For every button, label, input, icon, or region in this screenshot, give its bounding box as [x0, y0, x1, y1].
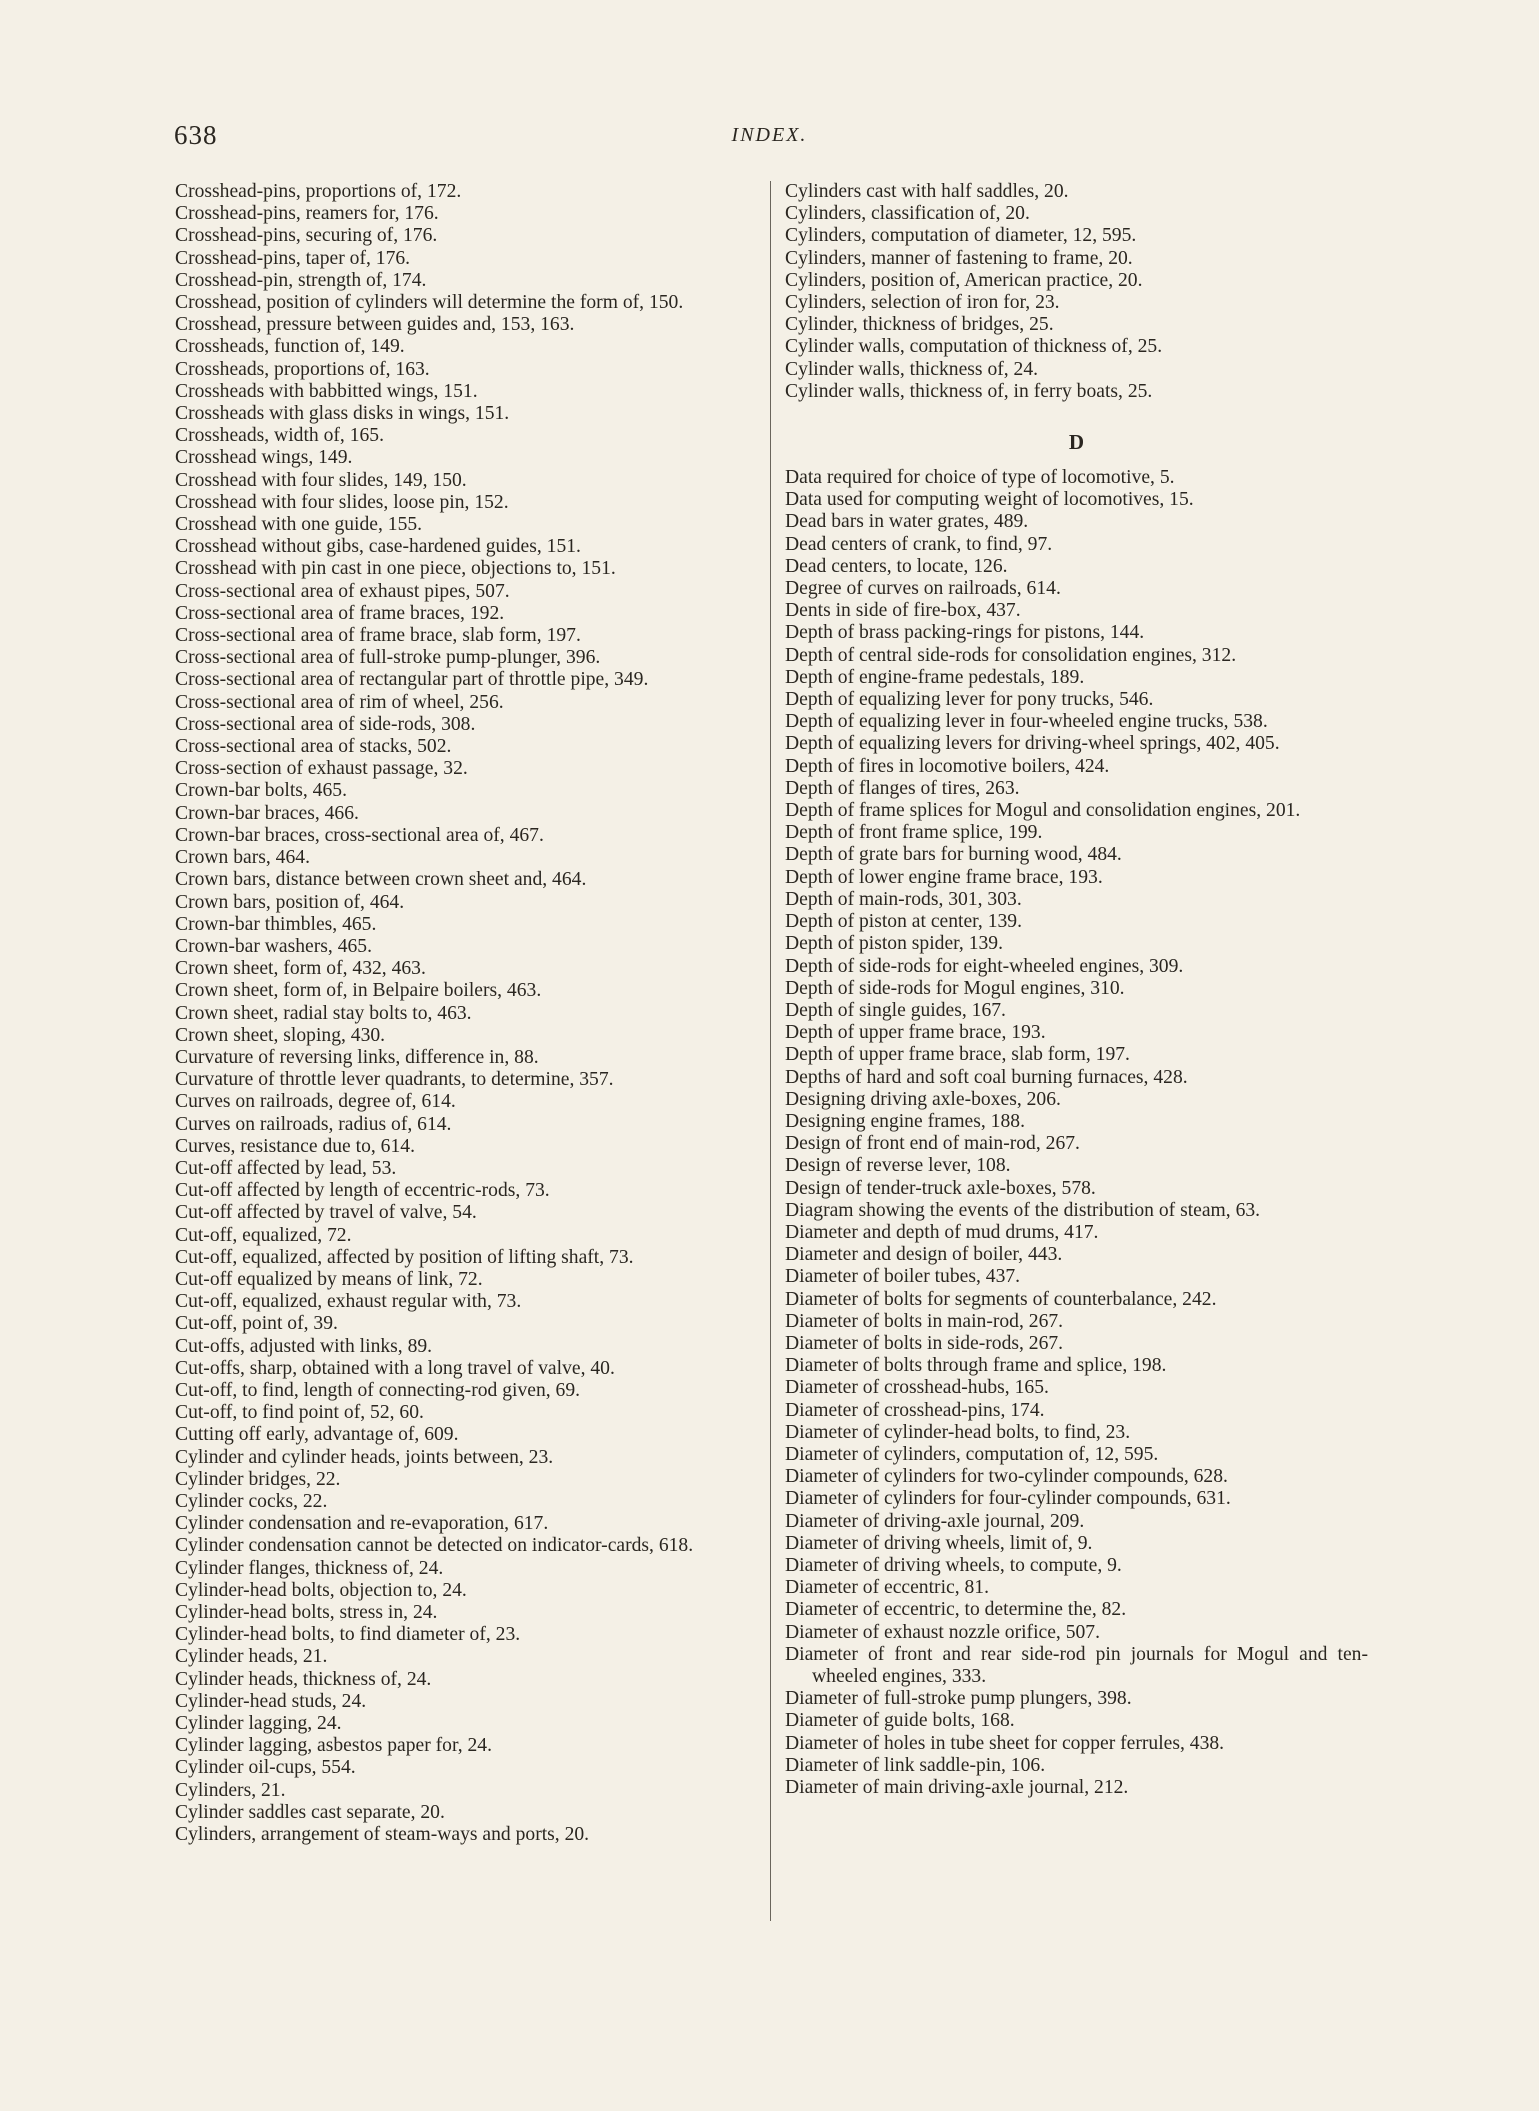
index-entry: Cylinders cast with half saddles, 20. [785, 181, 1069, 202]
index-entry: Diagram showing the events of the distribution of steam, 63. [785, 1199, 1261, 1221]
index-entries-d [785, 467, 1368, 1799]
index-entry: Designing driving axle-boxes, 206. [785, 1088, 1061, 1110]
index-entry: Cylinders, manner of fastening to frame, 20. [785, 247, 1133, 269]
index-entry: Depth of upper frame brace, slab form, 197. [785, 1044, 1130, 1066]
index-entry: Cylinder-head bolts, to find diameter of, 23. [175, 1624, 521, 1646]
index-entry: Diameter of main driving-axle journal, 212. [785, 1777, 1129, 1799]
index-entry: Cylinder-head studs, 24. [175, 1690, 367, 1712]
index-entry: Design of reverse lever, 108. [785, 1155, 1011, 1177]
index-entry: Cylinder bridges, 22. [175, 1468, 341, 1490]
index-entry: Cross-sectional area of rim of wheel, 256. [175, 691, 504, 713]
index-entry: Cylinder, thickness of bridges, 25. [785, 314, 1054, 336]
index-entry: Cylinder and cylinder heads, joints between, 23. [175, 1446, 554, 1468]
index-entry: Crown bars, distance between crown sheet and, 464. [175, 869, 587, 891]
index-entry: Cross-sectional area of full-stroke pump-plunger, 396. [175, 647, 601, 669]
index-entry: Crown sheet, sloping, 430. [175, 1024, 386, 1046]
index-entry: Cylinder-head bolts, stress in, 24. [175, 1602, 438, 1623]
index-entry: Curves on railroads, radius of, 614. [175, 1113, 452, 1135]
index-entry: Depth of equalizing lever in four-wheeled engine trucks, 538. [785, 711, 1268, 733]
index-entry: Crosshead-pins, proportions of, 172. [175, 181, 462, 202]
index-entry: Curvature of throttle lever quadrants, to determine, 357. [175, 1069, 614, 1091]
index-entry: Degree of curves on railroads, 614. [785, 578, 1061, 600]
index-entry: Diameter of guide bolts, 168. [785, 1710, 1015, 1732]
index-entry: Cylinder condensation and re-evaporation, 617. [175, 1513, 549, 1535]
index-entry: Crosshead with pin cast in one piece, objections to, 151. [175, 558, 616, 580]
index-entry: Diameter of holes in tube sheet for copper ferrules, 438. [785, 1732, 1225, 1754]
index-entry: Depth of single guides, 167. [785, 999, 1006, 1021]
page-number: 638 [174, 120, 218, 150]
index-entry: Diameter of cylinders for two-cylinder compounds, 628. [785, 1466, 1228, 1488]
index-entry: Diameter and design of boiler, 443. [785, 1244, 1063, 1266]
index-entry: Diameter of driving wheels, limit of, 9. [785, 1532, 1093, 1554]
index-entry: Depth of lower engine frame brace, 193. [785, 866, 1103, 888]
index-entry: Diameter of crosshead-pins, 174. [785, 1399, 1045, 1421]
index-entry: Cylinders, 21. [175, 1779, 286, 1801]
index-entry: Cutting off early, advantage of, 609. [175, 1424, 459, 1446]
index-entry: Diameter of exhaust nozzle orifice, 507. [785, 1621, 1101, 1643]
index-entry: Cut-off affected by travel of valve, 54. [175, 1202, 477, 1224]
index-entry: Cylinder oil-cups, 554. [175, 1757, 356, 1779]
index-column-right [785, 181, 1368, 1799]
index-entry: Data used for computing weight of locomotives, 15. [785, 489, 1194, 511]
index-entry: Diameter and depth of mud drums, 417. [785, 1221, 1099, 1243]
index-entry: Dead centers, to locate, 126. [785, 555, 1008, 577]
index-entry: Cylinders, arrangement of steam-ways and ports, 20. [175, 1824, 590, 1846]
index-entry: Diameter of driving wheels, to compute, 9. [785, 1554, 1122, 1576]
index-entry: Depth of side-rods for eight-wheeled engines, 309. [785, 955, 1184, 977]
index-entry: Depths of hard and soft coal burning furnaces, 428. [785, 1066, 1188, 1088]
index-entry: Crown-bar braces, cross-sectional area of, 467. [175, 824, 544, 846]
index-entry: Crown sheet, form of, 432, 463. [175, 958, 426, 980]
index-entry: Crown sheet, radial stay bolts to, 463. [175, 1002, 472, 1024]
index-entry: Cross-sectional area of rectangular part of throttle pipe, 349. [175, 669, 649, 691]
section-letter-d: D [1068, 430, 1085, 455]
index-entry: Depth of engine-frame pedestals, 189. [785, 666, 1085, 688]
index-entry: Cross-sectional area of side-rods, 308. [175, 713, 476, 735]
index-entry: Depth of fires in locomotive boilers, 424. [785, 755, 1110, 777]
index-entry: Cut-offs, adjusted with links, 89. [175, 1335, 433, 1357]
index-entry: Diameter of bolts in main-rod, 267. [785, 1310, 1064, 1332]
index-entry: Curves on railroads, degree of, 614. [175, 1091, 456, 1113]
index-entry: Crossheads, proportions of, 163. [175, 358, 430, 380]
index-entry: Cut-off affected by length of eccentric-rods, 73. [175, 1180, 550, 1202]
index-entry: Diameter of crosshead-hubs, 165. [785, 1377, 1049, 1399]
index-entry: Depth of central side-rods for consolidation engines, 312. [785, 644, 1237, 666]
index-entry: Cut-offs, sharp, obtained with a long travel of valve, 40. [175, 1357, 615, 1379]
index-entry: Cross-sectional area of frame brace, slab form, 197. [175, 625, 581, 647]
index-entry: Cross-section of exhaust passage, 32. [175, 758, 468, 780]
index-entry: Depth of brass packing-rings for pistons, 144. [785, 622, 1145, 644]
index-entry: Data required for choice of type of locomotive, 5. [785, 467, 1175, 489]
index-entry: Cylinder saddles cast separate, 20. [175, 1801, 445, 1823]
index-entry: Crown-bar washers, 465. [175, 935, 372, 957]
index-entry: Cylinders, classification of, 20. [785, 203, 1030, 225]
column-divider [770, 181, 771, 1921]
index-entry: Cut-off, to find, length of connecting-rod given, 69. [175, 1379, 581, 1401]
index-entry: Dead centers of crank, to find, 97. [785, 533, 1053, 555]
index-entry: Diameter of eccentric, 81. [785, 1577, 989, 1599]
index-entry: Crosshead wings, 149. [175, 447, 353, 469]
index-entry: Diameter of full-stroke pump plungers, 398. [785, 1688, 1132, 1710]
index-entry: Crosshead, position of cylinders will determine the form of, 150. [175, 292, 684, 314]
index-entry: Depth of upper frame brace, 193. [785, 1022, 1046, 1044]
index-entry: Cylinder walls, thickness of, 24. [785, 358, 1039, 380]
index-entry: Design of front end of main-rod, 267. [785, 1133, 1080, 1155]
index-entry: Cylinders, position of, American practice, 20. [785, 269, 1143, 291]
index-entry: Crosshead, pressure between guides and, 153, 163. [175, 314, 575, 336]
index-entry: Cut-off affected by lead, 53. [175, 1157, 397, 1179]
index-entry: Crossheads, function of, 149. [175, 336, 405, 358]
index-entry: Depth of side-rods for Mogul engines, 310. [785, 977, 1125, 999]
index-entry: Cross-sectional area of stacks, 502. [175, 736, 452, 758]
index-entry: Cylinder condensation cannot be detected on indicator-cards, 618. [175, 1535, 694, 1557]
index-entry: Cut-off, equalized, affected by position of lifting shaft, 73. [175, 1246, 634, 1268]
index-entry: Diameter of bolts in side-rods, 267. [785, 1332, 1064, 1354]
index-entry: Crosshead-pin, strength of, 174. [175, 269, 427, 291]
index-entry: Crown bars, position of, 464. [175, 891, 405, 913]
index-entry: Cylinder walls, computation of thickness of, 25. [785, 336, 1163, 358]
index-entry: Depth of equalizing levers for driving-wheel springs, 402, 405. [785, 733, 1280, 755]
index-entry: Crown sheet, form of, in Belpaire boilers, 463. [175, 980, 542, 1002]
index-entry: Depth of main-rods, 301, 303. [785, 888, 1022, 910]
index-entry: Cut-off, equalized, 72. [175, 1224, 352, 1246]
index-entry: Diameter of link saddle-pin, 106. [785, 1754, 1046, 1776]
running-head: INDEX. [731, 124, 808, 146]
index-entry: Depth of equalizing lever for pony trucks, 546. [785, 689, 1154, 711]
index-entry: Cylinder flanges, thickness of, 24. [175, 1557, 444, 1579]
index-entry: Design of tender-truck axle-boxes, 578. [785, 1177, 1096, 1199]
index-entry: Depth of front frame splice, 199. [785, 822, 1043, 844]
index-entry: Crossheads with babbitted wings, 151. [175, 380, 478, 402]
index-entry: Diameter of cylinders for four-cylinder compounds, 631. [785, 1488, 1231, 1510]
index-entry: Curves, resistance due to, 614. [175, 1135, 415, 1157]
index-entry: Diameter of cylinders, computation of, 12, 595. [785, 1443, 1159, 1465]
index-entry: Cross-sectional area of exhaust pipes, 507. [175, 580, 510, 602]
index-entry: Crossheads, width of, 165. [175, 425, 384, 447]
index-entry: Cylinder lagging, asbestos paper for, 24. [175, 1735, 493, 1757]
index-entry: Crosshead with one guide, 155. [175, 514, 423, 536]
index-entry: Crossheads with glass disks in wings, 151. [175, 403, 510, 425]
index-entry: Cut-off equalized by means of link, 72. [175, 1268, 483, 1290]
index-entry: Crosshead without gibs, case-hardened guides, 151. [175, 536, 581, 558]
index-entry: Cut-off, to find point of, 52, 60. [175, 1402, 424, 1424]
index-entry: Designing engine frames, 188. [785, 1110, 1025, 1132]
index-entry: Diameter of driving-axle journal, 209. [785, 1510, 1085, 1532]
index-entry: Cylinder walls, thickness of, in ferry boats, 25. [785, 380, 1153, 402]
index-entry: Crown-bar braces, 466. [175, 802, 359, 824]
index-entry: Cut-off, equalized, exhaust regular with, 73. [175, 1291, 522, 1313]
index-entry: Dents in side of fire-box, 437. [785, 600, 1021, 622]
index-entries-c-continued [785, 181, 1368, 403]
index-entry: Cylinder heads, thickness of, 24. [175, 1668, 432, 1690]
index-entry: Crosshead-pins, reamers for, 176. [175, 203, 439, 225]
index-column-left [175, 181, 758, 1846]
index-entry: Diameter of front and rear side-rod pin journals for Mogul and ten-wheeled engines, 333. [785, 1643, 1368, 1687]
index-entry: Diameter of bolts through frame and splice, 198. [785, 1355, 1167, 1377]
index-entry: Cylinders, computation of diameter, 12, 595. [785, 225, 1137, 247]
index-entry: Depth of piston at center, 139. [785, 911, 1022, 933]
index-entry: Curvature of reversing links, difference in, 88. [175, 1046, 539, 1068]
index-entry: Crown-bar bolts, 465. [175, 780, 347, 802]
index-entry: Diameter of boiler tubes, 437. [785, 1266, 1021, 1288]
index-entry: Diameter of cylinder-head bolts, to find, 23. [785, 1421, 1131, 1443]
index-entry: Crown-bar thimbles, 465. [175, 913, 377, 935]
index-entry: Cut-off, point of, 39. [175, 1313, 338, 1335]
index-entry: Crosshead-pins, taper of, 176. [175, 247, 411, 269]
index-entry: Cylinder lagging, 24. [175, 1713, 342, 1735]
index-entry: Cylinder cocks, 22. [175, 1490, 328, 1512]
page-header [0, 120, 1539, 160]
index-entry: Cross-sectional area of frame braces, 192. [175, 602, 505, 624]
index-entry: Depth of frame splices for Mogul and consolidation engines, 201. [785, 800, 1301, 822]
index-entry: Depth of flanges of tires, 263. [785, 777, 1020, 799]
index-entry: Diameter of bolts for segments of counterbalance, 242. [785, 1288, 1217, 1310]
index-entry: Cylinder-head bolts, objection to, 24. [175, 1579, 467, 1601]
index-entry: Dead bars in water grates, 489. [785, 511, 1029, 533]
index-entry: Depth of piston spider, 139. [785, 933, 1003, 955]
index-entry: Crosshead with four slides, 149, 150. [175, 469, 467, 491]
index-entry: Diameter of eccentric, to determine the, 82. [785, 1599, 1127, 1621]
index-entry: Cylinder heads, 21. [175, 1646, 328, 1668]
index-entry: Depth of grate bars for burning wood, 484. [785, 844, 1122, 866]
index-entry: Crown bars, 464. [175, 847, 310, 869]
index-entry: Cylinders, selection of iron for, 23. [785, 292, 1060, 314]
index-entry: Crosshead-pins, securing of, 176. [175, 225, 438, 247]
index-entry: Crosshead with four slides, loose pin, 152. [175, 491, 509, 513]
